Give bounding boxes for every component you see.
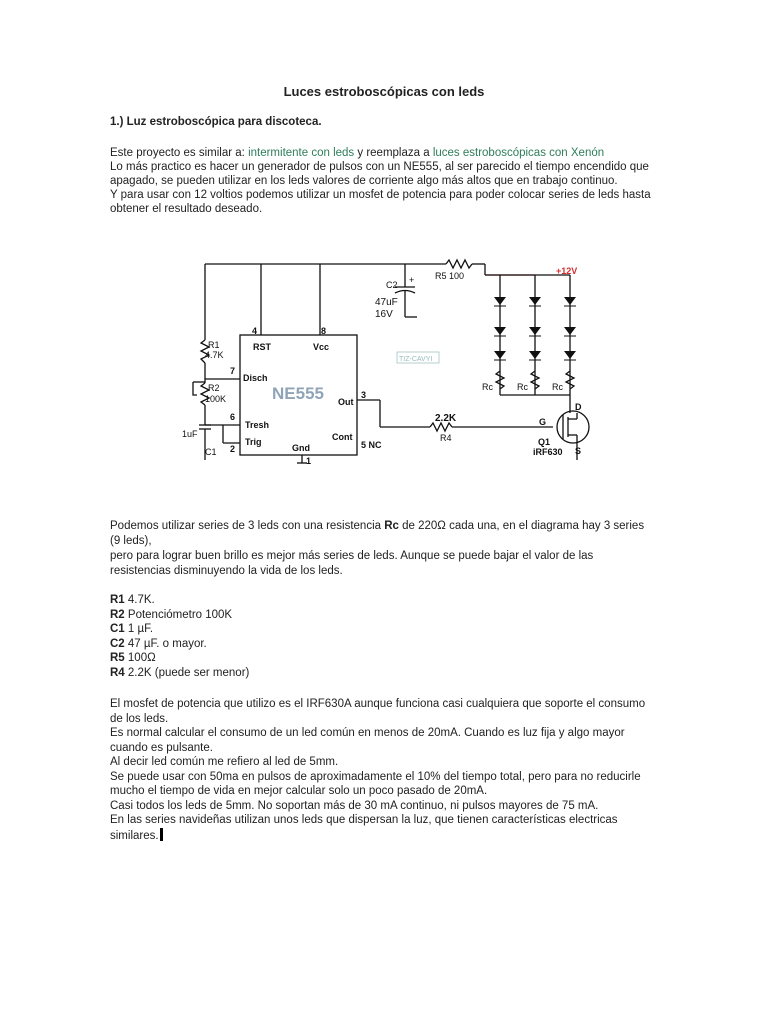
rc-label-2: Rc xyxy=(517,382,528,392)
paragraph-line xyxy=(110,519,670,534)
paragraph-line: Es normal calcular el consumo de un led común en menos de 20mA. Cuando es luz fija y algo mayor xyxy=(110,727,625,739)
circuit-diagram xyxy=(175,255,595,470)
c2-label: C2 xyxy=(386,280,398,290)
r2-label: R2 xyxy=(208,383,220,393)
rc-bold: Rc xyxy=(384,520,399,532)
component-value: 1 µF. xyxy=(124,623,154,635)
paragraph-line: de los leds. xyxy=(110,712,169,725)
intro-line: Lo más practico es hacer un generador de pulsos con un NE555, al ser parecido el tiempo encendido que xyxy=(110,161,649,173)
paragraph-line: resistencias disminuyendo la vida de los leds. xyxy=(110,565,343,577)
component-item xyxy=(110,666,670,681)
gnd-label: Gnd xyxy=(292,443,310,453)
component-value: 2.2K (puede ser menor) xyxy=(124,666,250,679)
c2-voltage: 16V xyxy=(375,309,393,320)
pin-6-label: 6 xyxy=(230,412,236,422)
component-value: 4.7K. xyxy=(124,594,155,606)
out-label: Out xyxy=(338,397,354,407)
r5-label: R5 100 xyxy=(435,271,465,281)
component-ref: C1 xyxy=(110,623,125,635)
pin-1-label: 1 xyxy=(306,456,312,466)
chip-label: NE555 xyxy=(272,384,324,403)
link-xenon[interactable]: luces estroboscópicas con Xenón xyxy=(432,147,605,159)
r4-label: R4 xyxy=(440,433,452,443)
component-item xyxy=(110,651,670,666)
c1-value: 1uF xyxy=(182,429,198,439)
rc-label-3: Rc xyxy=(552,382,563,392)
nc-label: 5 NC xyxy=(361,440,382,450)
component-ref: R1 xyxy=(110,594,125,606)
paragraph-line-last xyxy=(110,828,670,844)
intro-text-1: Este proyecto es similar a: xyxy=(110,147,249,159)
pin-2-label: 2 xyxy=(230,444,236,454)
component-item xyxy=(110,622,670,637)
paragraph-line: Al decir led común me refiero al led de 5mm. xyxy=(110,756,339,768)
component-item xyxy=(110,608,670,623)
mosfet-part: iRF630 xyxy=(533,447,563,457)
section-heading: 1.) Luz estroboscópica para discoteca. xyxy=(110,116,322,128)
component-item xyxy=(110,637,670,652)
paragraph-line: Se puede usar con 50ma en pulsos de aproximadamente el 10% del tiempo total, pero para no reducirle xyxy=(110,770,641,783)
c1-label: C1 xyxy=(205,447,217,457)
component-ref: R4 xyxy=(110,666,125,679)
component-value: Potenciómetro 100K xyxy=(124,608,233,621)
c2-plus: + xyxy=(409,275,415,285)
c2-value: 47uF xyxy=(375,297,398,308)
component-ref: R2 xyxy=(110,608,125,621)
component-ref: C2 xyxy=(110,637,125,650)
rst-label: RST xyxy=(253,342,271,352)
r4-value: 2.2K xyxy=(435,413,457,424)
pin-4-label: 4 xyxy=(252,326,258,336)
pin-3-label: 3 xyxy=(361,390,367,400)
component-list xyxy=(110,593,670,680)
vcc-label: Vcc xyxy=(313,342,330,352)
gate-label: G xyxy=(539,417,547,427)
paragraph-line: mucho el tiempo de vida en mejor calcular solo un poco pasado de 20mA. xyxy=(110,785,488,797)
paragraph-line: (9 leds), xyxy=(110,535,152,547)
intro-paragraph xyxy=(110,146,670,216)
r1-label: R1 xyxy=(208,340,220,350)
watermark: TIZ-CAVYI xyxy=(399,356,433,363)
page-title: Luces estroboscópicas con leds xyxy=(283,84,485,99)
paragraph-line: Casi todos los leds de 5mm. No soportan más de 30 mA continuo, ni pulsos mayores de 75 mA. xyxy=(110,799,599,812)
component-value: 100Ω xyxy=(124,652,156,664)
paragraph-line: pero para lograr buen brillo es mejor más series de leds. Aunque se puede bajar el valor de las xyxy=(110,550,594,562)
cont-label: Cont xyxy=(332,432,353,442)
r1-value: 4.7K xyxy=(205,350,224,360)
intro-line: obtener el resultado deseado. xyxy=(110,203,263,215)
text-span: de 220Ω cada una, en el diagrama hay 3 series xyxy=(398,520,645,532)
paragraph-line: En las series navideñas utilizan unos leds que dispersan la luz, que tienen características electricas xyxy=(110,814,618,826)
intro-line: Y para usar con 12 voltios podemos utilizar un mosfet de potencia para poder colocar series de leds hasta xyxy=(110,189,651,201)
pin-7-label: 7 xyxy=(230,366,236,376)
trig-label: Trig xyxy=(245,437,262,447)
text-span: similares. xyxy=(110,829,159,842)
link-intermitente[interactable]: intermitente con leds xyxy=(248,147,355,159)
paragraph-mosfet xyxy=(110,697,670,843)
drain-label: D xyxy=(575,402,582,412)
text-cursor xyxy=(160,828,163,841)
r2-value: 100K xyxy=(205,394,227,404)
paragraph-line: El mosfet de potencia que utilizo es el IRF630A aunque funciona casi cualquiera que soporte el consumo xyxy=(110,698,646,710)
rc-label-1: Rc xyxy=(482,382,493,392)
q1-label: Q1 xyxy=(538,437,551,447)
component-ref: R5 xyxy=(110,652,125,664)
disch-label: Disch xyxy=(243,373,268,383)
source-label: S xyxy=(575,446,582,456)
pin-8-label: 8 xyxy=(321,326,327,336)
component-value: 47 µF. o mayor. xyxy=(124,637,207,650)
paragraph-series xyxy=(110,519,670,579)
intro-line: apagado, se pueden utilizar en los leds valores de corriente algo más altos que en trabajo continuo. xyxy=(110,175,618,187)
paragraph-line: cuando es pulsante. xyxy=(110,741,213,754)
text-span: Podemos utilizar series de 3 leds con una resistencia xyxy=(110,520,385,532)
component-item xyxy=(110,593,670,608)
intro-text-2: y reemplaza a xyxy=(354,147,433,159)
intro-line-1 xyxy=(110,146,670,160)
supply-label: +12V xyxy=(556,266,578,276)
tresh-label: Tresh xyxy=(245,420,270,430)
